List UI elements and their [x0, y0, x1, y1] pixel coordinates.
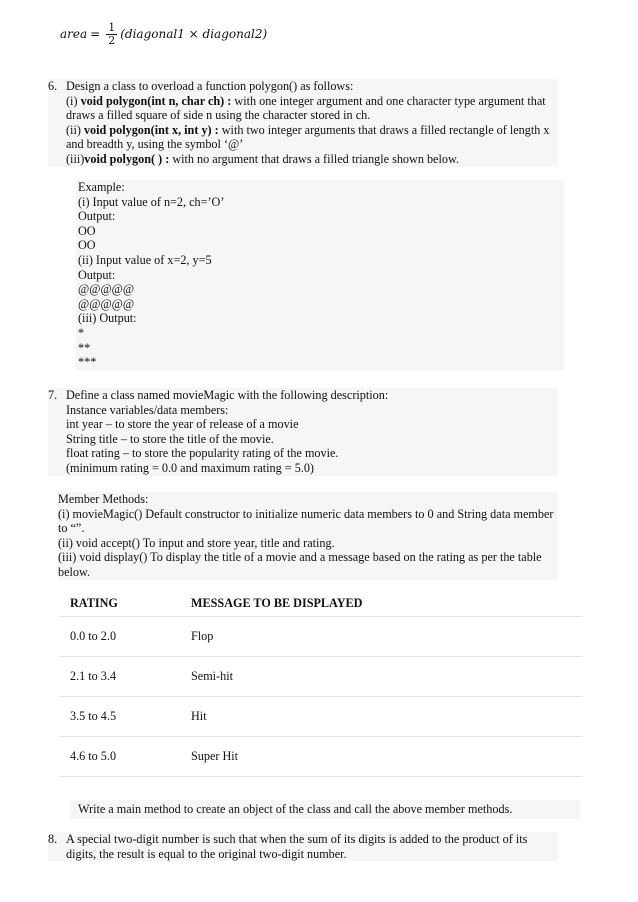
- table-cell: Semi-hit: [181, 657, 582, 697]
- question-number: 7.: [48, 388, 58, 402]
- question-line: int year – to store the year of release of a movie: [66, 417, 299, 432]
- method-signature: void polygon(int n, char ch) :: [80, 93, 232, 108]
- method-signature: void polygon(int x, int y) :: [83, 122, 219, 137]
- question-line: Instance variables/data members:: [66, 402, 229, 417]
- example-block: [76, 180, 564, 370]
- area-formula: [60, 22, 267, 47]
- methods-heading: Member Methods:: [58, 492, 149, 506]
- method-description: (ii) void accept() To input and store year, title and rating.: [58, 535, 335, 550]
- question-line: Define a class named movieMagic with the following description:: [66, 388, 389, 402]
- question-8: [48, 832, 558, 861]
- formula-fraction: [106, 22, 117, 47]
- table-row: [60, 617, 582, 657]
- table-cell: 4.6 to 5.0: [60, 737, 181, 777]
- table-cell: 2.1 to 3.4: [60, 657, 181, 697]
- question-body: [66, 79, 558, 167]
- overload-item: (ii) void polygon(int x, int y) : with two integer arguments that draws a filled rectangle of length x and breadth y, using the symbol ‘@’: [66, 122, 550, 152]
- main-method-instruction: Write a main method to create an object of the class and call the above member methods.: [70, 800, 580, 819]
- example-line: ***: [78, 355, 97, 370]
- question-number: 8.: [48, 832, 58, 846]
- table-cell: 0.0 to 2.0: [60, 617, 181, 657]
- method-description: (i) movieMagic() Default constructor to initialize numeric data members to 0 and String data member to “”.: [58, 506, 554, 536]
- example-line: **: [78, 340, 91, 355]
- formula-numerator: 1: [108, 21, 116, 34]
- example-line: Output:: [78, 267, 116, 282]
- question-line: String title – to store the title of the movie.: [66, 431, 274, 446]
- formula-rhs: (diagonal1 × diagonal2): [120, 27, 268, 42]
- table-cell: Super Hit: [181, 737, 582, 777]
- overload-item: (i) void polygon(int n, char ch) : with one integer argument and one character type argument that draws a filled square of side n using the character stored in ch.: [66, 93, 546, 123]
- overload-item: (iii)void polygon( ) : with no argument that draws a filled triangle shown below.: [66, 151, 460, 166]
- table-cell: Hit: [181, 697, 582, 737]
- table-row: [60, 697, 582, 737]
- formula-denominator: 2: [108, 34, 116, 47]
- example-line: @@@@@: [78, 282, 135, 297]
- example-line: OO: [78, 223, 96, 238]
- question-6: [48, 79, 558, 167]
- example-line: Example:: [78, 180, 125, 194]
- question-text: A special two-digit number is such that when the sum of its digits is added to the product of its digits, the result is equal to the original two-digit number.: [66, 832, 528, 861]
- table-header-cell: MESSAGE TO BE DISPLAYED: [181, 590, 582, 617]
- table-header-cell: RATING: [60, 590, 181, 617]
- question-line: (minimum rating = 0.0 and maximum rating = 5.0): [66, 460, 314, 475]
- table-row: [60, 657, 582, 697]
- question-number: 6.: [48, 79, 58, 93]
- table-row: [60, 737, 582, 777]
- formula-equals: =: [90, 27, 101, 42]
- example-line: @@@@@: [78, 296, 135, 311]
- method-description: (iii) void display() To display the title of a movie and a message based on the rating as per the table below.: [58, 550, 542, 579]
- example-line: (iii) Output:: [78, 311, 137, 326]
- table-cell: Flop: [181, 617, 582, 657]
- question-body: [66, 388, 558, 476]
- rating-table: [60, 590, 582, 777]
- member-methods: [58, 492, 558, 580]
- table-header-row: [60, 590, 582, 617]
- formula-lhs: area: [60, 27, 88, 42]
- table-cell: 3.5 to 4.5: [60, 697, 181, 737]
- example-line: (i) Input value of n=2, ch=’O’: [78, 194, 225, 209]
- question-line: float rating – to store the popularity rating of the movie.: [66, 446, 339, 461]
- question-intro: Design a class to overload a function polygon() as follows:: [66, 79, 354, 93]
- example-line: Output:: [78, 209, 116, 224]
- example-line: *: [78, 325, 85, 340]
- method-signature: void polygon( ) :: [84, 151, 170, 166]
- question-7: [48, 388, 558, 476]
- example-line: (ii) Input value of x=2, y=5: [78, 252, 212, 267]
- example-line: OO: [78, 238, 96, 253]
